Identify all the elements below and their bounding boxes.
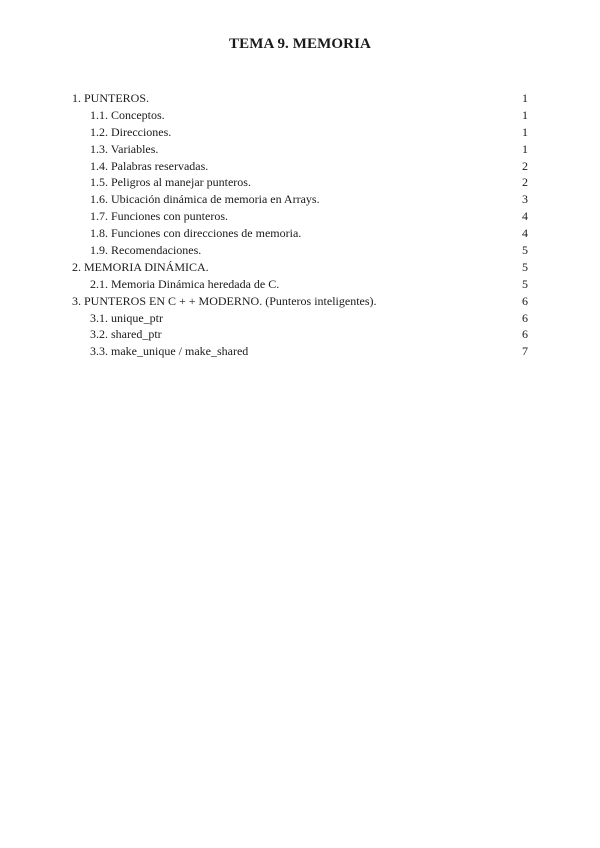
toc-entry[interactable] <box>72 124 528 141</box>
toc-entry[interactable] <box>72 259 528 276</box>
toc-entry-label: 3.2. shared_ptr <box>90 327 162 342</box>
toc-entry-label: 1.7. Funciones con punteros. <box>90 209 228 224</box>
toc-entry-page: 5 <box>522 276 528 291</box>
toc-entry[interactable] <box>72 293 528 310</box>
toc-entry[interactable] <box>72 242 528 259</box>
toc-entry-label: 1.8. Funciones con direcciones de memoria. <box>90 226 302 241</box>
toc-entry-page: 1 <box>522 124 528 139</box>
toc-entry[interactable] <box>72 343 528 360</box>
toc-entry[interactable] <box>72 141 528 158</box>
toc-entry-page: 1 <box>522 141 528 156</box>
toc-entry-page: 6 <box>522 327 528 342</box>
toc-entry-label: 3.3. make_unique / make_shared <box>90 344 249 359</box>
toc-entry-page: 4 <box>522 209 528 224</box>
toc-entry-page: 2 <box>522 175 528 190</box>
toc-entry-page: 6 <box>522 310 528 325</box>
toc-entry-label: 1.9. Recomendaciones. <box>90 243 202 258</box>
toc-entry-label: 1.1. Conceptos. <box>90 107 165 122</box>
toc-entry-page: 2 <box>522 158 528 173</box>
toc-entry-page: 1 <box>522 91 528 105</box>
toc-entry-page: 5 <box>522 243 528 258</box>
page-title: TEMA 9. MEMORIA <box>229 36 371 52</box>
toc-entry-label: 1.3. Variables. <box>90 141 159 156</box>
toc-entry[interactable] <box>72 326 528 343</box>
toc-entry[interactable] <box>72 310 528 327</box>
toc-entry-label: 1.6. Ubicación dinámica de memoria en Arrays. <box>90 192 320 207</box>
toc-entry[interactable] <box>72 191 528 208</box>
toc-entry[interactable] <box>72 225 528 242</box>
toc-entry-label: 3. PUNTEROS EN C + + MODERNO. (Punteros inteligentes). <box>72 293 377 308</box>
toc-entry-page: 6 <box>522 293 528 308</box>
toc-entry[interactable] <box>72 276 528 293</box>
toc-entry-page: 7 <box>522 344 528 359</box>
toc-entry-page: 5 <box>522 259 528 274</box>
toc-entry[interactable] <box>72 158 528 175</box>
toc-entry[interactable] <box>72 174 528 191</box>
toc-entry-label: 3.1. unique_ptr <box>90 310 163 325</box>
toc-entry[interactable] <box>72 90 528 107</box>
toc-entry-page: 1 <box>522 107 528 122</box>
toc-entry[interactable] <box>72 107 528 124</box>
toc-entry-page: 3 <box>522 192 528 207</box>
toc-entry-label: 1. PUNTEROS. <box>72 91 150 105</box>
toc-entry-label: 2. MEMORIA DINÁMICA. <box>72 259 209 274</box>
table-of-contents <box>72 90 528 360</box>
toc-entry-label: 1.2. Direcciones. <box>90 124 172 139</box>
toc-entry-label: 2.1. Memoria Dinámica heredada de C. <box>90 276 280 291</box>
toc-entry-page: 4 <box>522 226 528 241</box>
toc-entry-label: 1.5. Peligros al manejar punteros. <box>90 175 251 190</box>
toc-entry[interactable] <box>72 208 528 225</box>
toc-entry-label: 1.4. Palabras reservadas. <box>90 158 209 173</box>
